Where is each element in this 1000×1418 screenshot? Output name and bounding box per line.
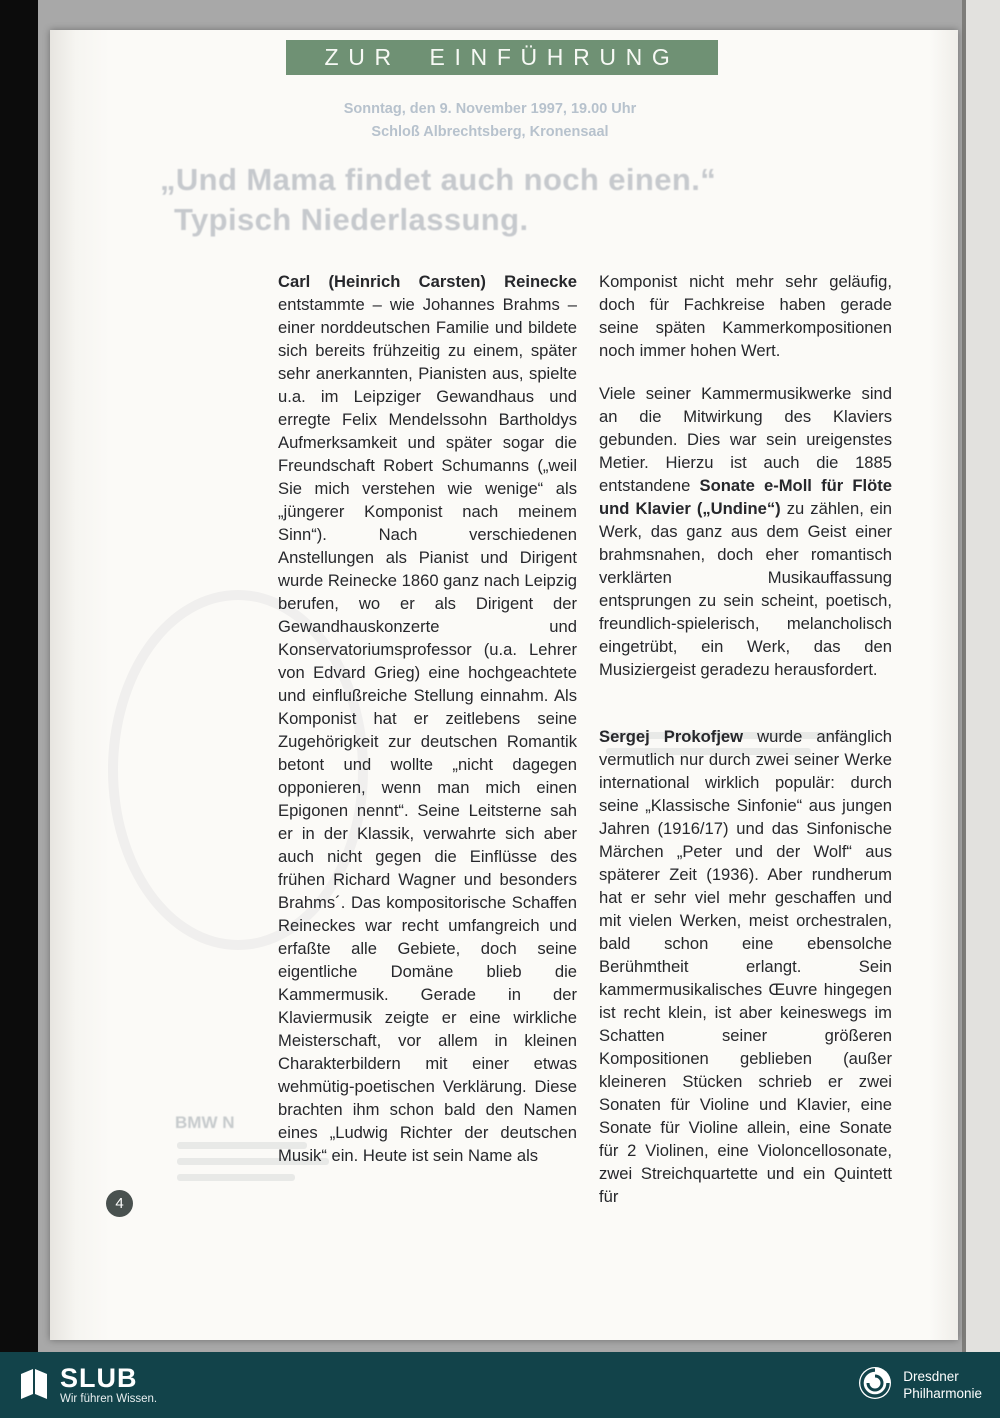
ghost-date-line1: Sonntag, den 9. November 1997, 19.00 Uhr bbox=[343, 101, 637, 117]
scanned-page bbox=[50, 30, 958, 1340]
text-column-left bbox=[278, 270, 577, 1167]
ghost-date-line2: Schloß Albrechtsberg, Kronensaal bbox=[371, 124, 609, 140]
ghost-date-block bbox=[260, 98, 720, 144]
viewer-footer bbox=[0, 1352, 1000, 1418]
page-number: 4 bbox=[115, 1195, 124, 1212]
ghost-artifact bbox=[177, 1174, 295, 1181]
philharmonie-brand-link[interactable] bbox=[857, 1365, 982, 1406]
paragraph: Carl (Heinrich Carsten) Reinecke entstammte – wie Johannes Brahms – einer norddeutschen Familie und bildete sich bereits frühzeitig zu einem, später sehr anerkannten, Pianisten aus, spielte u.a. im Leipziger Gewandhaus und erregte Felix Mendelssohn Bartholdys Aufmerksamkeit und später sogar die Freundschaft Robert Schumanns („weil Sie mich verstehen wie wenige“ als „jüngerer Komponist nach meinem Sinn“). Nach verschiedenen Anstellungen als Pianist und Dirigent wurde Reinecke 1860 ganz nach Leipzig berufen, wo er als Dirigent der Gewandhauskonzerte und Konservatoriumsprofessor (u.a. Lehrer von Edvard Grieg) eine hochgeachtete und einflußreiche Stellung einnahm. Als Komponist hat er zeitlebens seine Zugehörigkeit zur deutschen Romantik betont und wollte „nicht dagegen opponieren, wenn man mich einen Epigonen nennt“. Seine Leitsterne sah er in der Klassik, verwahrte sich aber auch nicht gegen die Einflüsse des frühen Richard Wagner und besonders Brahms´. Das kompositorische Schaffen Reineckes war recht umfangreich und erfaßte alle Gebiete, doch seine eigentliche Domäne blieb die Kammermusik. Gerade in der Klaviermusik zeigte er eine wirkliche Meisterschaft, vor allem in kleinen Charakterbildern mit einer etwas wehmütig-poetischen Verklärung. Diese brachten ihm schon bald den Namen eines „Ludwig Richter der deutschen Musik“ ein. Heute ist sein Name als bbox=[278, 272, 577, 1165]
paragraph: Viele seiner Kammermusikwerke sind an die Mitwirkung des Klaviers gebunden. Dies war sein ureigenstes Metier. Hierzu ist auch die 1885 entstandene Sonate e-Moll für Flöte und Klavier („Undine“) zu zählen, ein Werk, das ganz aus dem Geist einer brahmsnahen, doch eher romantisch verklärten Musikauffassung entsprungen zu sein scheint, poetisch, freundlich-spielerisch, melancholisch eingetrübt, ein Werk, das den Musiziergeist geradezu herausfordert. bbox=[599, 384, 892, 679]
paragraph: Komponist nicht mehr sehr geläufig, doch für Fachkreise haben gerade seine späten Kammerkompositionen noch immer hohen Wert. bbox=[599, 272, 892, 360]
slub-brand-link[interactable] bbox=[18, 1365, 157, 1406]
book-icon bbox=[18, 1365, 50, 1406]
section-header bbox=[286, 40, 718, 75]
text-column-right bbox=[599, 270, 892, 1208]
section-title: ZUR EINFÜHRUNG bbox=[324, 44, 680, 70]
paragraph: Sergej Prokofjew wurde anfänglich vermutlich nur durch zwei seiner Werke international wirklich populär: durch seine „Klassische Sinfonie“ aus jungen Jahren (1916/17) und das Sinfonische Märchen „Peter und der Wolf“ aus späterer Zeit (1936). Aber rundherum hat er sehr viel mehr geschaffen und mit vielen Werken, meist orchestralen, bald schon eine ebensolche Berühmtheit erlangt. Sein kammermusikalisches Œuvre hingegen ist recht klein, ist aber keineswegs im Schatten seiner größeren Kompositionen geblieben (außer kleineren Stücken schrieb er zwei Sonaten für Violine und Klavier, eine Sonate für Violine allein, eine Sonate für 2 Violinen, eine Violoncellosonate, zwei Streichquartette und ein Quintett für bbox=[599, 727, 893, 1206]
slub-tagline: Wir führen Wissen. bbox=[60, 1393, 158, 1405]
ghost-headline-line2: Typisch Niederlassung. bbox=[174, 202, 529, 237]
philharmonie-name-line2: Philharmonie bbox=[903, 1386, 982, 1401]
philharmonie-name-line1: Dresdner bbox=[903, 1369, 959, 1384]
adjacent-page-edge bbox=[962, 0, 1000, 1352]
philharmonie-logo-icon bbox=[857, 1365, 893, 1406]
ghost-headline bbox=[160, 160, 716, 240]
scan-edge-black bbox=[0, 0, 38, 1352]
ghost-headline-line1: „Und Mama findet auch noch einen.“ bbox=[160, 162, 717, 197]
ghost-bmw-fragment: BMW N bbox=[175, 1113, 235, 1132]
slub-wordmark: SLUB bbox=[60, 1363, 138, 1393]
page-number-badge bbox=[106, 1190, 133, 1217]
